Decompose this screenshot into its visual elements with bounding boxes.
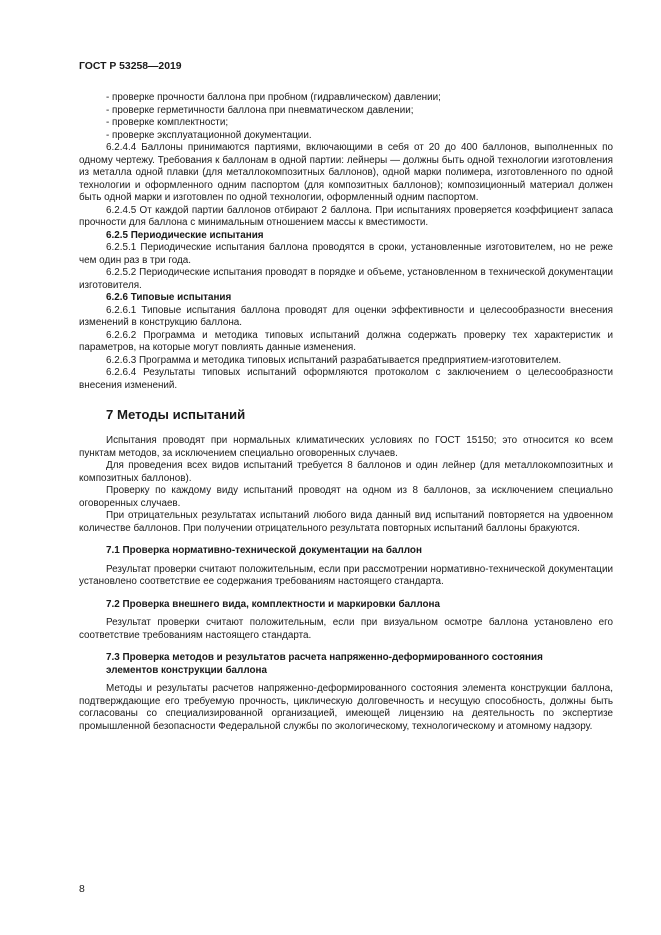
subsection-title-6-2-5: 6.2.5 Периодические испытания — [106, 229, 264, 241]
paragraph-6-2-6-2: 6.2.6.2 Программа и методика типовых испытаний должна содержать проверку тех характеристик и параметров, на которые могут повлиять данные изменения. — [79, 329, 613, 353]
section-7-paragraph: Испытания проводят при нормальных климатических условиях по ГОСТ 15150; это относится ко всем пунктам методов, за исключением специально оговоренных случаев. — [79, 435, 613, 459]
paragraph-6-2-4-4: 6.2.4.4 Баллоны принимаются партиями, включающими в себя от 20 до 400 баллонов, выполненных по одному чертежу. Требования к баллонам в одной партии: лейнеры — должны быть одной технологии изготовления из металла одной плавки (для металлокомпозитных баллонов), одной марки полимера, изготовленного по одной технологии и оформленного одним паспортом (для композитных баллонов); композиционный материал должен быть одной марки и изготовлен по одной технологии, оформленный одним паспортом. — [79, 142, 613, 203]
paragraph-6-2-6-1: 6.2.6.1 Типовые испытания баллона проводят для оценки эффективности и целесообразности внесения изменений в конструкцию баллона. — [79, 304, 613, 328]
paragraph-6-2-5-2: 6.2.5.2 Периодические испытания проводят в порядке и объеме, установленном в технической документации изготовителя. — [79, 267, 613, 291]
subsection-title-7-2: 7.2 Проверка внешнего вида, комплектности и маркировки баллона — [106, 598, 440, 610]
section-title-7: 7 Методы испытаний — [106, 407, 246, 422]
paragraph-6-2-5-1: 6.2.5.1 Периодические испытания баллона проводятся в сроки, установленные изготовителем, но не реже чем один раз в три года. — [79, 242, 613, 266]
section-7-paragraph: Для проведения всех видов испытаний требуется 8 баллонов и один лейнер (для металлокомпозитных и композитных баллонов). — [79, 460, 613, 484]
subsection-title-7-3 — [79, 652, 613, 677]
list-item: - проверке прочности баллона при пробном (гидравлическом) давлении; — [106, 92, 441, 103]
list-item: - проверке комплектности; — [106, 117, 229, 128]
page-number: 8 — [79, 884, 85, 895]
document-body — [79, 92, 613, 733]
subsection-title-7-3-line2: элементов конструкции баллона — [106, 664, 267, 676]
paragraph-6-2-4-5: 6.2.4.5 От каждой партии баллонов отбирают 2 баллона. При испытаниях проверяется коэффициент запаса прочности для баллона с минимальным отношением массы к вместимости. — [79, 204, 613, 228]
standard-header: ГОСТ Р 53258—2019 — [79, 61, 182, 72]
subsection-title-7-3-line1: 7.3 Проверка методов и результатов расчета напряженно-деформированного состояния — [106, 652, 543, 663]
section-7-paragraph: При отрицательных результатах испытаний любого вида данный вид испытаний повторяется на удвоенном количестве баллонов. При получении отрицательного результата повторных испытаний баллоны бракуются. — [79, 510, 613, 534]
paragraph-7-3: Методы и результаты расчетов напряженно-деформированного состояния элемента конструкции баллона, подтверждающие его требуемую прочность, циклическую долговечность и несущую способность, должны быть согласованы со специализированной организацией, имеющей лицензию на деятельность по экспертизе промышленной безопасности Федеральной службы по экологическому, технологическому и атомному надзору. — [79, 683, 613, 732]
section-7-paragraph: Проверку по каждому виду испытаний проводят на одном из 8 баллонов, за исключением специально оговоренных случаев. — [79, 485, 613, 509]
subsection-title-7-1: 7.1 Проверка нормативно-технической документации на баллон — [106, 545, 422, 556]
subsection-title-6-2-6: 6.2.6 Типовые испытания — [106, 292, 232, 303]
list-item: - проверке эксплуатационной документации. — [106, 129, 312, 141]
paragraph-7-1: Результат проверки считают положительным, если при рассмотрении нормативно-технической документации установлено соответствие ее содержания требованиям настоящего стандарта. — [79, 563, 613, 587]
paragraph-6-2-6-4: 6.2.6.4 Результаты типовых испытаний оформляются протоколом с заключением о целесообразности внесения изменений. — [79, 367, 613, 391]
paragraph-6-2-6-3: 6.2.6.3 Программа и методика типовых испытаний разрабатывается предприятием-изготовителем. — [106, 354, 562, 366]
paragraph-7-2: Результат проверки считают положительным, если при визуальном осмотре баллона установлено его соответствие требованиям настоящего стандарта. — [79, 617, 613, 641]
list-item: - проверке герметичности баллона при пневматическом давлении; — [106, 104, 414, 116]
